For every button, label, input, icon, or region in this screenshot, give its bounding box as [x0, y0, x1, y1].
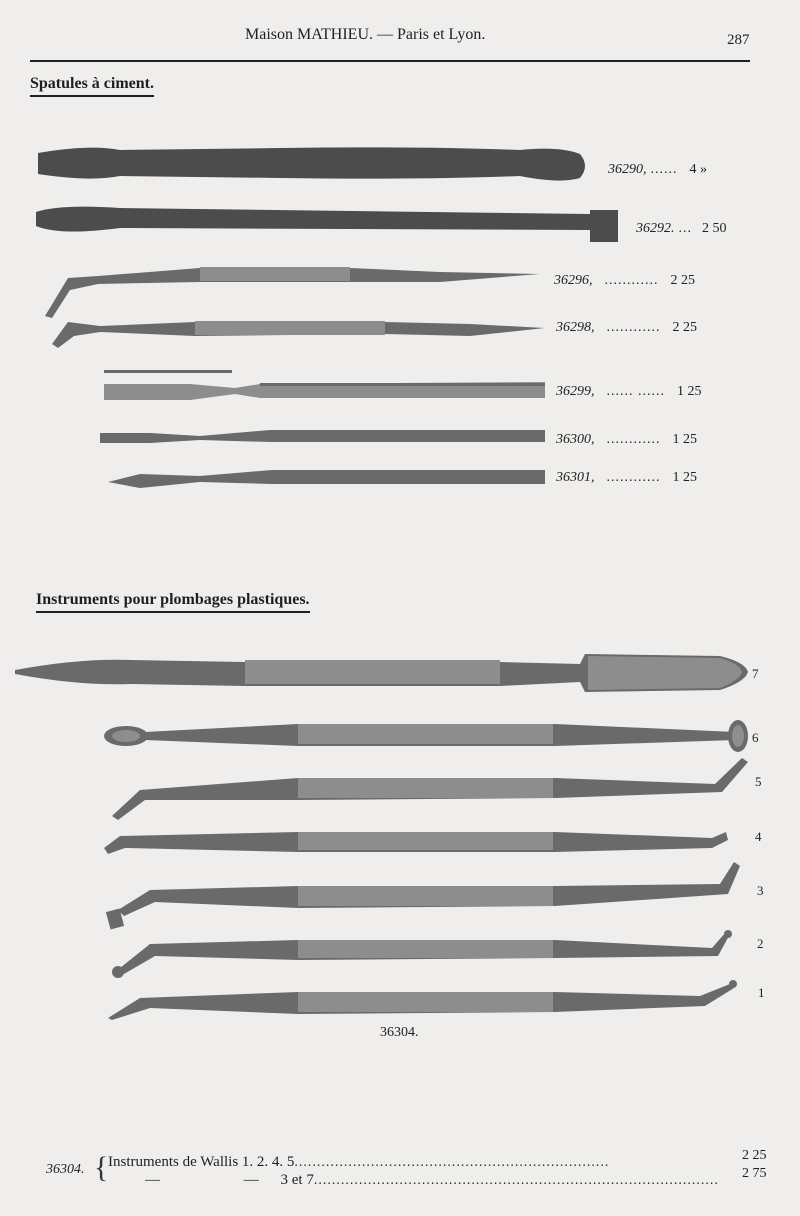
instrument-illustrations [0, 640, 800, 1030]
item-36290: 36290, ...... 4 » [608, 162, 707, 177]
spatula-36298-illustration [52, 321, 545, 348]
spatula-36301-illustration [108, 470, 545, 488]
instrument-number-7: 7 [752, 666, 759, 681]
instrument-number-2: 2 [757, 936, 764, 951]
item-36298: 36298, ............ 2 25 [556, 320, 697, 335]
spatula-36290-illustration [38, 147, 585, 180]
instrument-4-illustration [104, 832, 728, 854]
instrument-2-illustration [112, 930, 732, 978]
footer-code: 36304. [46, 1162, 85, 1177]
footer-price-2: 2 75 [742, 1166, 767, 1181]
item-36299: 36299, ...... ...... 1 25 [556, 384, 702, 399]
page-header [0, 26, 800, 56]
instrument-6-illustration [104, 720, 748, 752]
header-title: Maison MATHIEU. — Paris et Lyon. [245, 26, 486, 43]
section-title-spatules: Spatules à ciment. [30, 75, 154, 97]
page-number: 287 [727, 32, 750, 48]
spatula-36299-illustration [104, 370, 545, 400]
instrument-1-illustration [108, 980, 737, 1020]
instrument-number-5: 5 [755, 774, 762, 789]
instrument-number-3: 3 [757, 883, 764, 898]
footer-price-1: 2 25 [742, 1148, 767, 1163]
header-rule [30, 60, 750, 62]
figure-code: 36304. [380, 1025, 419, 1040]
item-36301: 36301, ............ 1 25 [556, 470, 697, 485]
instrument-number-6: 6 [752, 730, 759, 745]
footer-line-2: — — 3 et 7.......................................................................................... [145, 1172, 719, 1188]
instrument-number-1: 1 [758, 985, 765, 1000]
spatula-36296-illustration [45, 267, 540, 318]
instrument-number-4: 4 [755, 829, 762, 844]
instrument-5-illustration [112, 758, 748, 820]
item-36296: 36296, ............ 2 25 [554, 273, 695, 288]
item-36300: 36300, ............ 1 25 [556, 432, 697, 447]
item-36292: 36292. ... 2 50 [636, 221, 727, 236]
instrument-7-illustration [15, 654, 748, 692]
footer-line-1: Instruments de Wallis 1. 2. 4. 5...................................................................... [108, 1154, 610, 1170]
section-title-instruments: Instruments pour plombages plastiques. [36, 591, 310, 613]
spatula-36300-illustration [100, 430, 545, 443]
footer-brace: { [94, 1151, 109, 1184]
spatula-36292-illustration [36, 207, 618, 242]
instrument-3-illustration [106, 862, 740, 930]
